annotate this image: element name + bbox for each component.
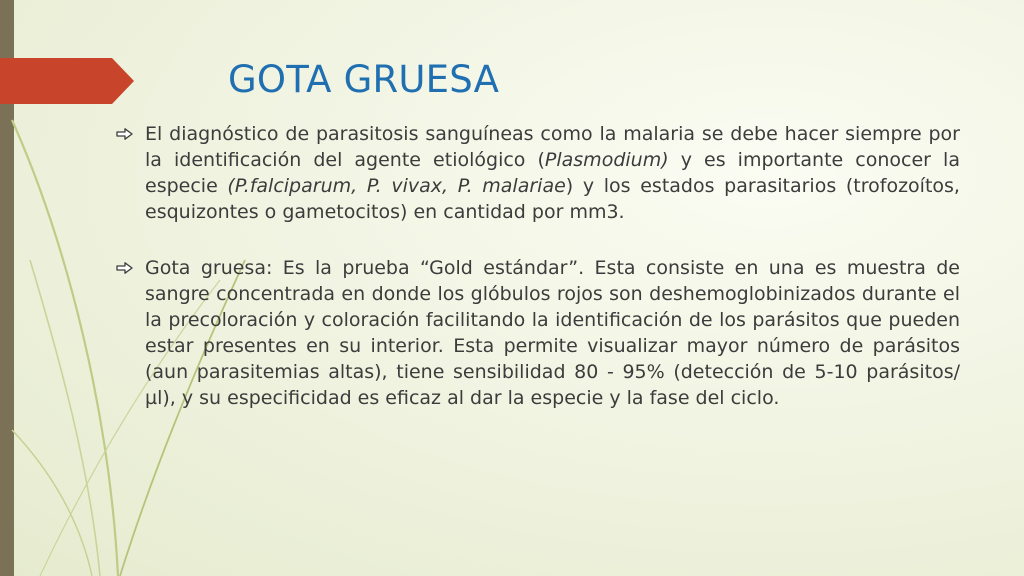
bullet-item-diagnostico <box>112 121 960 225</box>
arrow-bullet-icon <box>116 128 133 140</box>
text-segment: y es importante conocer la especie <box>145 149 960 197</box>
text-segment-italic: (P.falciparum, P. vivax, P. malariae <box>227 175 566 197</box>
bullet-text <box>145 123 960 223</box>
text-segment: ) y los estados parasitarios (trofozoítos, esquizontes o gametocitos) en cantidad por mm3. <box>145 175 960 223</box>
text-segment: El diagnóstico de parasitosis sanguíneas como la malaria se debe hacer siempre por la identificación del agente etiológico ( <box>145 123 960 171</box>
slide-title: GOTA GRUESA <box>228 58 500 101</box>
title-arrow-shape <box>0 58 134 104</box>
text-segment-italic: Plasmodium) <box>544 149 669 171</box>
arrow-bullet-icon <box>116 262 133 274</box>
bullet-text <box>145 257 960 409</box>
bullet-item-gota-gruesa <box>112 255 960 411</box>
bullet-list <box>112 121 960 411</box>
text-segment: Gota gruesa: Es la prueba “Gold estándar”. Esta consiste en una es muestra de sangre concentrada en donde los glóbulos rojos son deshemoglobinizados durante el la precoloración y coloración facilitando la identificación de los parásitos que pueden estar presentes en su interior. Esta permite visualizar mayor número de parásitos (aun parasitemias altas), tiene sensibilidad 80 - 95% (detección de 5-10 parásitos/µl), y su especificidad es eficaz al dar la especie y la fase del ciclo. <box>145 257 960 409</box>
